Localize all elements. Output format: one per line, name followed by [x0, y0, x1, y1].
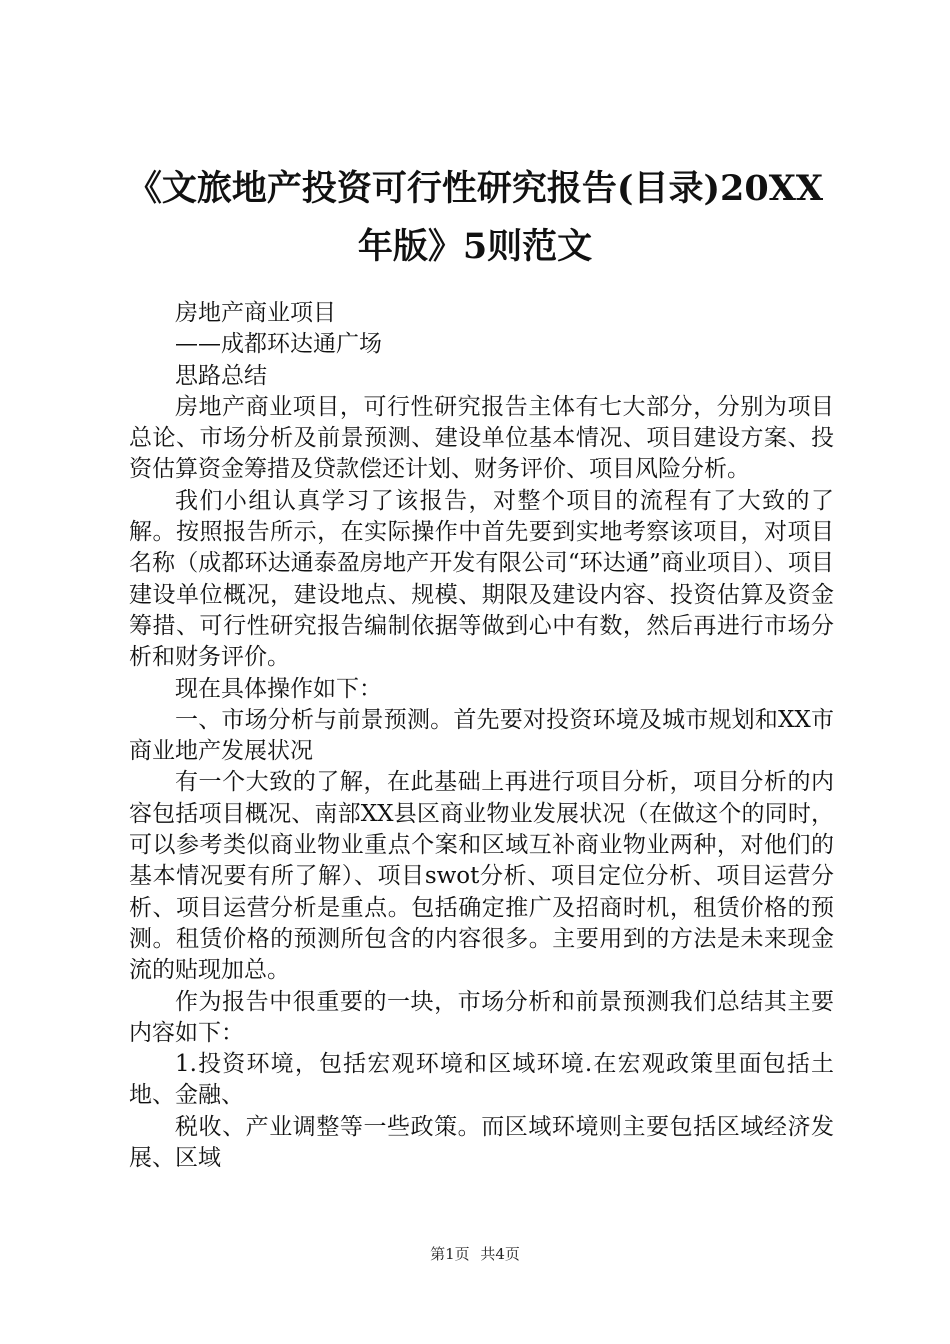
title-line-2: 年版》5则范文 — [357, 226, 593, 267]
body-paragraph: 1.投资环境，包括宏观环境和区域环境.在宏观政策里面包括土地、金融、 — [129, 1051, 834, 1109]
body-paragraph: 思路总结 — [175, 362, 267, 389]
body-paragraph: 房地产商业项目，可行性研究报告主体有七大部分，分别为项目总论、市场分析及前景预测、建设单位基本情况、项目建设方案、投资估算资金筹措及贷款偿还计划、财务评价、项目风险分析。 — [129, 393, 834, 483]
body-paragraph: 房地产商业项目 — [175, 300, 336, 326]
body-paragraph: 现在具体操作如下： — [175, 675, 382, 702]
page-number: 第1页 — [430, 1245, 470, 1263]
document-title — [95, 160, 855, 276]
body-paragraph: 一、市场分析与前景预测。首先要对投资环境及城市规划和XX市商业地产发展状况 — [129, 706, 834, 765]
document-body — [129, 298, 834, 1174]
body-paragraph: 有一个大致的了解，在此基础上再进行项目分析，项目分析的内容包括项目概况、南部XX县区商业物业发展状况（在做这个的同时，可以参考类似商业物业重点个案和区域互补商业物业两种，对他们的基本情况要有所了解）、项目swot分析、项目定位分析、项目运营分析、项目运营分析是重点。包括确定推广及招商时机，租赁价格的预测。租赁价格的预测所包含的内容很多。主要用到的方法是未来现金流的贴现加总。 — [129, 769, 834, 984]
body-paragraph: 税收、产业调整等一些政策。而区域环境则主要包括区域经济发展、区域 — [129, 1113, 834, 1172]
body-paragraph: 我们小组认真学习了该报告，对整个项目的流程有了大致的了解。按照报告所示，在实际操作中首先要到实地考察该项目，对项目名称（成都环达通泰盈房地产开发有限公司“环达通”商业项目）、项目建设单位概况，建设地点、规模、期限及建设内容、投资估算及资金筹措、可行性研究报告编制依据等做到心中有数，然后再进行市场分析和财务评价。 — [129, 487, 834, 671]
body-paragraph: 作为报告中很重要的一块，市场分析和前景预测我们总结其主要内容如下： — [129, 988, 834, 1046]
body-paragraph: ——成都环达通广场 — [175, 331, 382, 358]
title-line-1: 《文旅地产投资可行性研究报告(目录)20XX — [126, 168, 824, 209]
page-footer — [0, 1244, 950, 1264]
page-count: 共4页 — [480, 1245, 520, 1263]
